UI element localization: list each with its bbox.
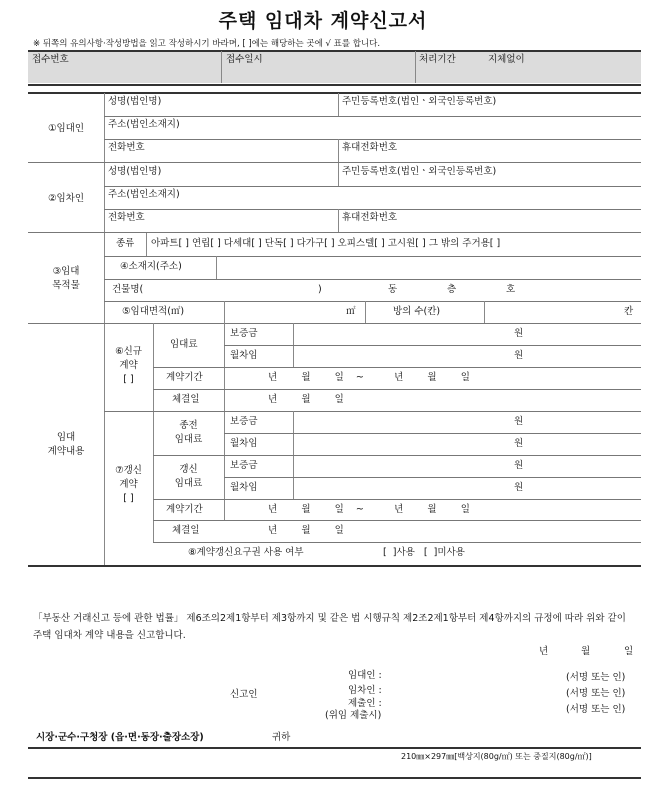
lessor-mobile-field[interactable]: 휴대전화번호 [342, 142, 398, 153]
rooms-label: 방의 수(칸) [393, 306, 441, 317]
lessee-regno-field[interactable]: 주민등록번호(법인ㆍ외국인등록번호) [342, 166, 497, 177]
lessee-mobile-field[interactable]: 휴대전화번호 [342, 212, 398, 223]
building-name-label[interactable]: 건물명( [112, 284, 144, 295]
declaration-text: 「부동산 거래신고 등에 관한 법률」 제6조의2제1항부터 제3항까지 및 같은 법 시행규칙 제2조2제1항부터 제4항까지의 규정에 따라 위와 같이 주택 임대차 계약 내용을 신고합니다. [33, 613, 626, 641]
prev-monthly-won: 원 [514, 438, 524, 449]
renew-period-field[interactable]: 년 월 일 ~ 년 월 일 [268, 504, 470, 515]
renew-deposit-label: 보증금 [230, 460, 258, 471]
renew-rent-line2: 임대료 [174, 478, 203, 489]
new-contract-checkbox[interactable]: [ ] [123, 374, 134, 385]
receipt-band [28, 51, 641, 83]
prev-deposit-won: 원 [514, 416, 524, 427]
contract-section-line1: 임대 [56, 432, 76, 443]
new-date-field[interactable]: 년 월 일 [268, 394, 344, 405]
receipt-number-label: 접수번호 [32, 54, 69, 65]
lessee-address-field[interactable]: 주소(법인소재지) [108, 189, 180, 200]
lessor-name-field[interactable]: 성명(법인명) [108, 96, 162, 107]
date-month: 월 [581, 646, 591, 657]
lessor-address-field[interactable]: 주소(법인소재지) [108, 119, 180, 130]
building-dong-label: 동 [388, 284, 398, 295]
property-section-line1: ③임대 [52, 266, 80, 277]
renew-rent-line1: 갱신 [179, 464, 198, 475]
reporter-label: 신고인 [230, 689, 258, 700]
renew-monthly-label: 월차임 [230, 482, 258, 493]
submitter-signature[interactable]: (서명 또는 인) [566, 704, 626, 715]
lessee-signature[interactable]: (서명 또는 인) [566, 688, 626, 699]
building-close-paren: ) [318, 284, 322, 295]
date-year: 년 [539, 646, 549, 657]
property-type-checkboxes[interactable]: 아파트[ ] 연립[ ] 다세대[ ] 단독[ ] 다가구[ ] 오피스텔[ ] 고시원[ ] 그 밖의 주거용[ ] [151, 238, 501, 249]
new-monthly-won: 원 [514, 350, 524, 361]
lessee-section-label: ②임차인 [47, 193, 85, 204]
renew-date-label: 체결일 [172, 525, 200, 536]
renewal-request-label: ⑧계약갱신요구권 사용 여부 [188, 547, 304, 558]
contract-section-line2: 계약내용 [47, 446, 85, 457]
renew-deposit-won: 원 [514, 460, 524, 471]
recipient-suffix: 귀하 [272, 732, 291, 743]
renew-contract-label[interactable] [104, 464, 153, 506]
new-period-label: 계약기간 [166, 372, 203, 383]
renew-contract-line2: 계약 [119, 479, 138, 490]
form-title: 주택 임대차 계약신고서 [218, 10, 428, 32]
new-contract-line2: 계약 [119, 360, 138, 371]
lessor-section-label: ①임대인 [47, 123, 85, 134]
building-ho-label: 호 [506, 284, 516, 295]
date-day: 일 [624, 646, 634, 657]
renew-period-label: 계약기간 [166, 504, 203, 515]
renew-monthly-won: 원 [514, 482, 524, 493]
new-deposit-won: 원 [514, 328, 524, 339]
reporter-lessee: 임차인 : [348, 685, 382, 696]
new-contract-line1: ⑥신규 [115, 346, 142, 357]
property-section-label [28, 265, 104, 293]
new-rent-label: 임대료 [170, 339, 198, 350]
processing-period-value: 지체없이 [488, 54, 525, 65]
lessor-signature[interactable]: (서명 또는 인) [566, 672, 626, 683]
instruction-note: ※ 뒤쪽의 유의사항·작성방법을 읽고 작성하시기 바라며, [ ]에는 해당하는 곳에 √ 표를 합니다. [33, 39, 381, 49]
prev-rent-line1: 종전 [179, 420, 198, 431]
renew-contract-checkbox[interactable]: [ ] [123, 493, 134, 504]
prev-rent-label [153, 419, 224, 447]
building-floor-label: 층 [447, 284, 457, 295]
reporter-lessor: 임대인 : [348, 670, 382, 681]
lessee-name-field[interactable]: 성명(법인명) [108, 166, 162, 177]
rental-area-label: ⑤임대면적(㎡) [122, 306, 185, 317]
lessor-phone-field[interactable]: 전화번호 [108, 142, 145, 153]
new-monthly-label: 월차임 [230, 350, 258, 361]
new-date-label: 체결일 [172, 394, 200, 405]
reporter-delegate-note: (위임 제출시) [325, 710, 382, 721]
new-deposit-label: 보증금 [230, 328, 258, 339]
contract-section-label [28, 431, 104, 459]
property-type-label: 종류 [116, 238, 135, 249]
new-contract-label[interactable] [104, 345, 153, 387]
paper-spec: 210㎜×297㎜[백상지(80g/㎡) 또는 중질지(80g/㎡)] [401, 752, 592, 761]
lessor-regno-field[interactable]: 주민등록번호(법인ㆍ외국인등록번호) [342, 96, 497, 107]
reporter-submitter: 제출인 : [348, 698, 382, 709]
receipt-date-label: 접수일시 [226, 54, 263, 65]
property-section-line2: 목적물 [52, 280, 80, 291]
processing-period-label: 처리기간 [419, 54, 456, 65]
renew-contract-line1: ⑦갱신 [115, 465, 142, 476]
new-period-field[interactable]: 년 월 일 ~ 년 월 일 [268, 372, 470, 383]
recipient: 시장·군수·구청장 (읍·면·동장·출장소장) [36, 732, 204, 743]
renew-date-field[interactable]: 년 월 일 [268, 525, 344, 536]
prev-rent-line2: 임대료 [174, 434, 203, 445]
renewal-request-options[interactable]: [ ]사용 [ ]미사용 [383, 547, 465, 558]
location-label: ④소재지(주소) [120, 261, 182, 272]
lessee-phone-field[interactable]: 전화번호 [108, 212, 145, 223]
prev-deposit-label: 보증금 [230, 416, 258, 427]
rental-area-unit: ㎡ [346, 306, 356, 317]
renew-rent-label [153, 463, 224, 491]
rooms-unit: 칸 [624, 306, 634, 317]
prev-monthly-label: 월차임 [230, 438, 258, 449]
